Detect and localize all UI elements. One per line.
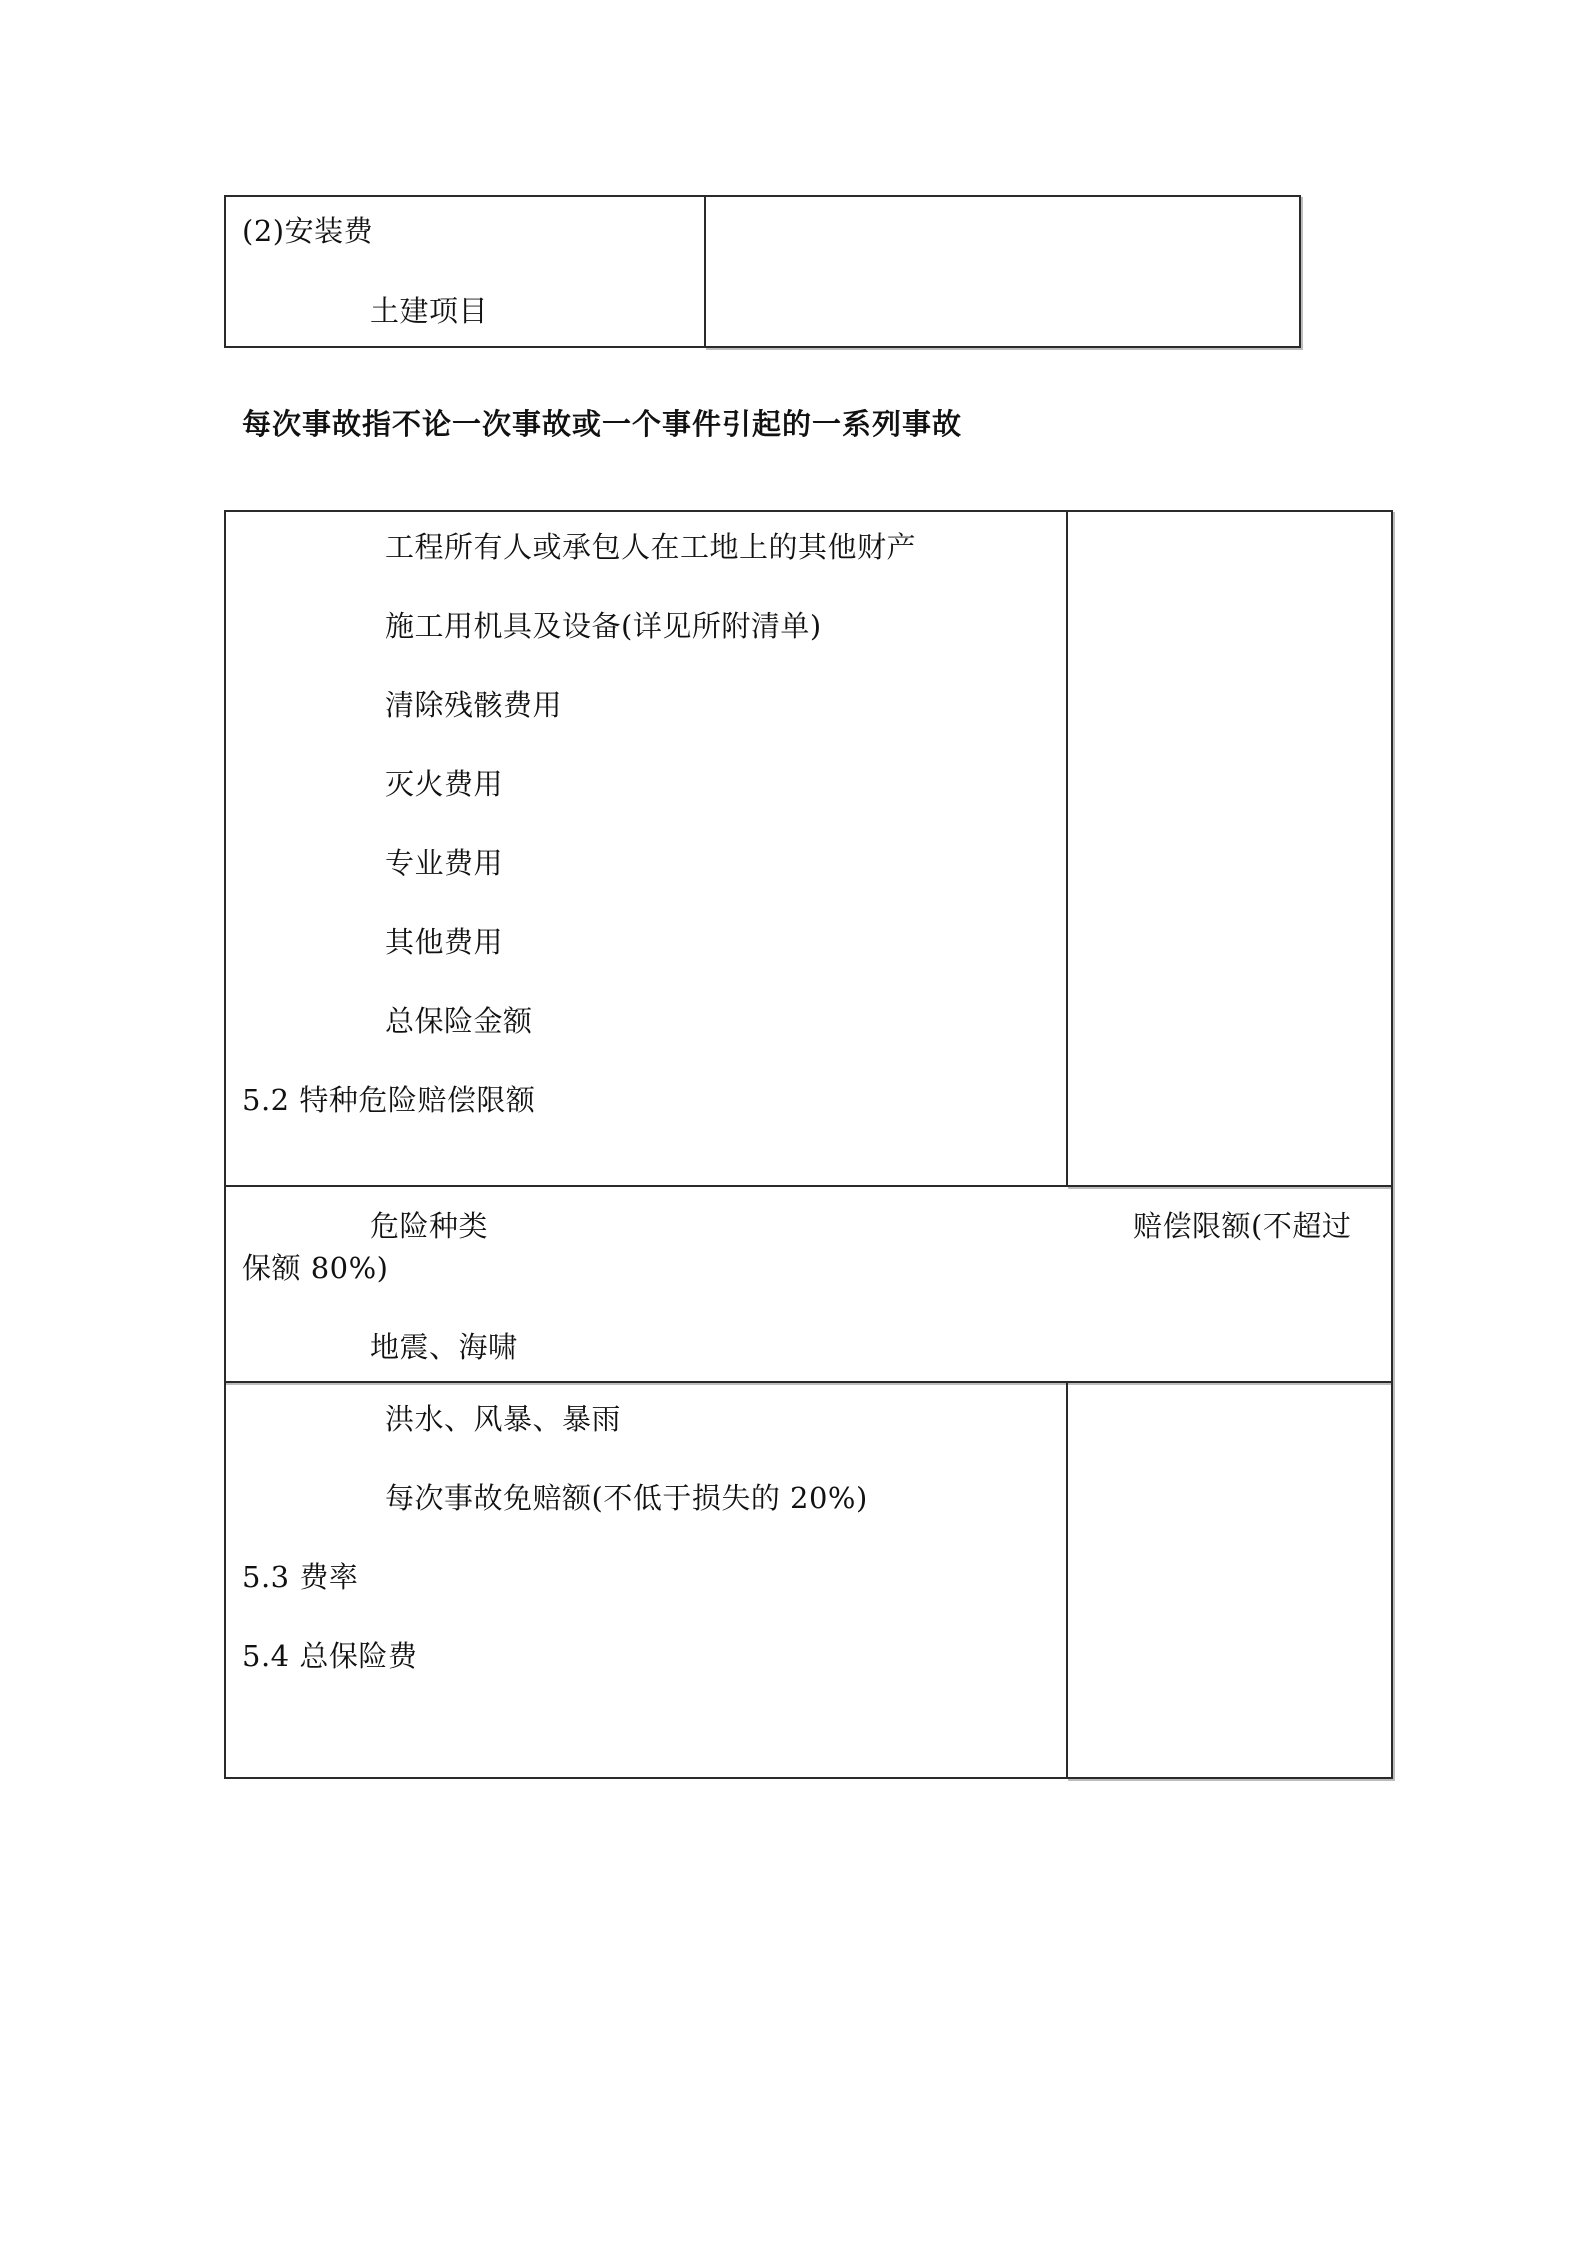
item-other-property: 工程所有人或承包人在工地上的其他财产 (385, 530, 917, 564)
item-total-sum-insured: 总保险金额 (385, 1004, 533, 1038)
limit-label: 赔偿限额(不超过 (1133, 1209, 1352, 1243)
earthquake-tsunami: 地震、海啸 (370, 1330, 518, 1364)
total-premium-label: 5.4 总保险费 (242, 1639, 418, 1673)
accident-definition-heading: 每次事故指不论一次事故或一个事件引起的一系列事故 (242, 407, 963, 441)
item-other-fees: 其他费用 (385, 925, 504, 959)
special-risk-limit: 5.2 特种危险赔偿限额 (242, 1083, 536, 1117)
item-debris-removal: 清除残骸费用 (385, 688, 563, 722)
table1-right-cell (704, 195, 1301, 348)
deductible-label: 每次事故免赔额(不低于损失的 20%) (385, 1481, 868, 1515)
install-fee-label: (2)安装费 (242, 214, 374, 248)
item-professional-fees: 专业费用 (385, 846, 504, 880)
item-construction-equipment: 施工用机具及设备(详见所附清单) (385, 609, 822, 643)
rate-label: 5.3 费率 (242, 1560, 359, 1594)
item-firefighting: 灭火费用 (385, 767, 504, 801)
flood-storm-rain: 洪水、风暴、暴雨 (385, 1402, 622, 1436)
table2-section-c-right (1066, 1383, 1393, 1779)
risk-type-label: 危险种类 (370, 1209, 489, 1243)
civil-works-label: 土建项目 (370, 294, 489, 328)
table2-section-a-right (1066, 510, 1393, 1187)
limit-label-continued: 保额 80%) (242, 1251, 389, 1285)
